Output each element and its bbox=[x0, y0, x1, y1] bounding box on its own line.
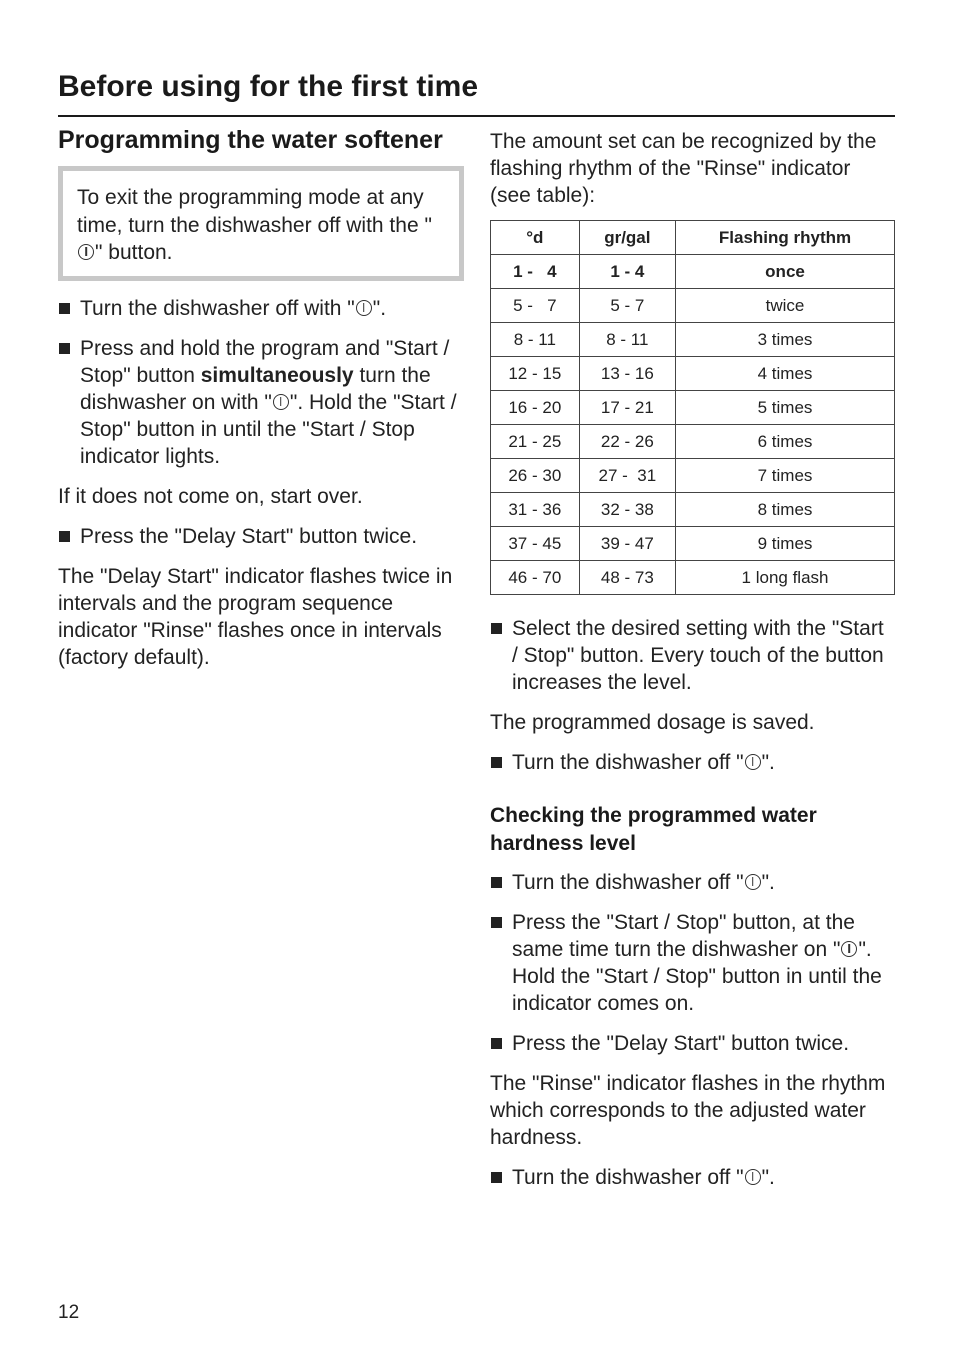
bullet-text: ". Hold the "Start / Stop" button in until the "Start / Stop indicator lights. bbox=[80, 390, 457, 468]
power-icon bbox=[745, 754, 761, 770]
bullet-square-icon bbox=[59, 303, 70, 314]
bullet-square-icon bbox=[491, 1038, 502, 1049]
table-row bbox=[491, 255, 895, 289]
table-cell: 8 - 11 bbox=[491, 323, 580, 357]
bullet-text: Turn the dishwasher off " bbox=[512, 751, 744, 774]
table-row bbox=[491, 357, 895, 391]
bullet-text: Select the desired setting with the "Start / Stop" button. Every touch of the button increases the level. bbox=[512, 617, 884, 694]
bullet-text: Press the "Delay Start" button twice. bbox=[512, 1032, 850, 1055]
left-column bbox=[58, 124, 464, 684]
power-icon bbox=[745, 1169, 761, 1185]
table-cell: 26 - 30 bbox=[491, 459, 580, 493]
bullet-text: Turn the dishwasher off " bbox=[512, 871, 744, 894]
table-cell: 48 - 73 bbox=[579, 561, 675, 595]
table-cell: 9 times bbox=[676, 527, 895, 561]
bullet-text: ". bbox=[761, 751, 775, 774]
bullet-text: ". bbox=[761, 1166, 775, 1189]
table-cell: 5 times bbox=[676, 391, 895, 425]
section-title: Programming the water softener bbox=[58, 126, 443, 154]
list-item bbox=[490, 1164, 895, 1191]
table-cell: 1 long flash bbox=[676, 561, 895, 595]
bullet-text: Press the "Delay Start" button twice. bbox=[80, 524, 418, 548]
subsection-title: Checking the programmed water hardness level bbox=[490, 804, 817, 855]
table-cell: 31 - 36 bbox=[491, 493, 580, 527]
table-cell: 39 - 47 bbox=[579, 527, 675, 561]
power-icon bbox=[745, 874, 761, 890]
table-cell: once bbox=[676, 255, 895, 289]
list-item bbox=[58, 295, 464, 322]
table-cell: twice bbox=[676, 289, 895, 323]
power-icon bbox=[841, 941, 857, 957]
table-cell: 16 - 20 bbox=[491, 391, 580, 425]
table-row bbox=[491, 289, 895, 323]
note-text-start: To exit the programming mode at any time, turn the dishwasher off with the " bbox=[77, 186, 432, 237]
bullet-square-icon bbox=[491, 877, 502, 888]
table-cell: 17 - 21 bbox=[579, 391, 675, 425]
bullet-square-icon bbox=[59, 531, 70, 542]
bullet-square-icon bbox=[491, 917, 502, 928]
water-hardness-table bbox=[490, 220, 895, 595]
page-heading: Before using for the first time bbox=[58, 70, 895, 117]
bullet-text: Turn the dishwasher off " bbox=[512, 1166, 744, 1189]
list-item bbox=[58, 523, 464, 550]
bullet-text: Turn the dishwasher off with " bbox=[80, 296, 355, 320]
table-cell: 8 - 11 bbox=[579, 323, 675, 357]
table-row bbox=[491, 425, 895, 459]
table-cell: 13 - 16 bbox=[579, 357, 675, 391]
bullet-text: ". bbox=[761, 871, 775, 894]
table-cell: 12 - 15 bbox=[491, 357, 580, 391]
bullet-square-icon bbox=[491, 623, 502, 634]
table-cell: 22 - 26 bbox=[579, 425, 675, 459]
bullet-square-icon bbox=[59, 343, 70, 354]
bullet-text: ". bbox=[858, 938, 872, 961]
table-cell: 1 - 4 bbox=[579, 255, 675, 289]
table-cell: 5 - 7 bbox=[491, 289, 580, 323]
table-header-cell: °d bbox=[491, 221, 580, 255]
bullet-square-icon bbox=[491, 1172, 502, 1183]
list-item bbox=[490, 615, 895, 696]
bullet-text: turn the dishwasher on with " bbox=[80, 363, 431, 414]
table-header-row bbox=[491, 221, 895, 255]
list-item bbox=[490, 909, 895, 1017]
bullet-text: Press and hold the program and "Start / Stop" button bbox=[80, 336, 450, 387]
table-cell: 32 - 38 bbox=[579, 493, 675, 527]
bullet-text: Press the "Start / Stop" button, at the same time turn the dishwasher on " bbox=[512, 911, 855, 961]
table-cell: 3 times bbox=[676, 323, 895, 357]
table-cell: 5 - 7 bbox=[579, 289, 675, 323]
list-item bbox=[490, 869, 895, 896]
table-cell: 37 - 45 bbox=[491, 527, 580, 561]
table-row bbox=[491, 459, 895, 493]
note-box bbox=[58, 166, 464, 281]
table-header-cell: gr/gal bbox=[579, 221, 675, 255]
paragraph: The amount set can be recognized by the flashing rhythm of the "Rinse" indicator (see table): bbox=[490, 130, 877, 207]
bullet-square-icon bbox=[491, 757, 502, 768]
paragraph: If it does not come on, start over. bbox=[58, 484, 363, 508]
paragraph: The "Delay Start" indicator flashes twice in intervals and the program sequence indicator "Rinse" flashes once in intervals (factory default). bbox=[58, 564, 453, 669]
list-item bbox=[490, 1030, 895, 1057]
power-icon bbox=[273, 394, 289, 410]
table-cell: 4 times bbox=[676, 357, 895, 391]
table-cell: 8 times bbox=[676, 493, 895, 527]
bullet-text: ". bbox=[372, 296, 387, 320]
bullet-text: Hold the "Start / Stop" button in until the indicator comes on. bbox=[512, 965, 882, 1015]
bullet-emphasis: simultaneously bbox=[200, 363, 354, 387]
paragraph: The programmed dosage is saved. bbox=[490, 711, 815, 734]
power-icon bbox=[78, 244, 94, 260]
table-cell: 7 times bbox=[676, 459, 895, 493]
table-header-cell: Flashing rhythm bbox=[676, 221, 895, 255]
table-row bbox=[491, 391, 895, 425]
table-row bbox=[491, 493, 895, 527]
table-cell: 6 times bbox=[676, 425, 895, 459]
paragraph: The "Rinse" indicator flashes in the rhythm which corresponds to the adjusted water hardness. bbox=[490, 1072, 886, 1149]
note-text-end: " button. bbox=[95, 241, 173, 264]
right-column bbox=[490, 128, 895, 1204]
table-row bbox=[491, 561, 895, 595]
table-cell: 27 - 31 bbox=[579, 459, 675, 493]
table-cell: 46 - 70 bbox=[491, 561, 580, 595]
table-cell: 1 - 4 bbox=[491, 255, 580, 289]
power-icon bbox=[356, 300, 372, 316]
table-row bbox=[491, 323, 895, 357]
table-row bbox=[491, 527, 895, 561]
list-item bbox=[490, 749, 895, 776]
list-item bbox=[58, 335, 464, 470]
page-number: 12 bbox=[58, 1302, 80, 1323]
table-cell: 21 - 25 bbox=[491, 425, 580, 459]
